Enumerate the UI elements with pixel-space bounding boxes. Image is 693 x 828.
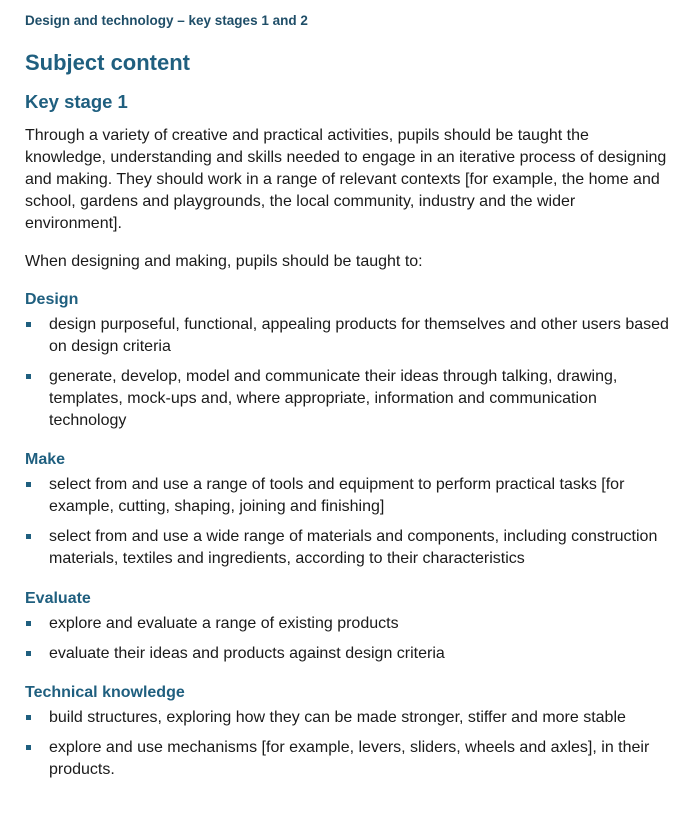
square-bullet-icon [26,482,31,487]
list-item [25,707,670,729]
list-item [25,526,670,570]
list-item-text: explore and use mechanisms [for example, levers, sliders, wheels and axles], in their products. [49,739,650,778]
square-bullet-icon [26,534,31,539]
list-item [25,643,670,665]
list-item-text: evaluate their ideas and products against design criteria [49,645,445,662]
section-design [25,290,670,440]
key-stage-heading: Key stage 1 [25,91,128,112]
list-item [25,613,670,635]
list-item-text: select from and use a range of tools and equipment to perform practical tasks [for example, cutting, shaping, joining and finishing] [49,476,625,515]
list-item-text: design purposeful, functional, appealing products for themselves and other users based on design criteria [49,316,669,355]
section-technical-knowledge [25,683,670,789]
intro-paragraph: Through a variety of creative and practical activities, pupils should be taught the knowledge, understanding and skills needed to engage in an iterative process of designing and making. They should work in a range of relevant contexts [for example, the home and school, gardens and playgrounds, the local community, industry and the wider environment]. [25,127,667,232]
section-heading-evaluate: Evaluate [25,590,91,607]
square-bullet-icon [26,374,31,379]
bullet-list-make [25,474,670,570]
bullet-list-technical-knowledge [25,707,670,781]
list-item-text: generate, develop, model and communicate their ideas through talking, drawing, templates, mock-ups and, where appropriate, information and communication technology [49,368,618,429]
square-bullet-icon [26,715,31,720]
list-item [25,314,670,358]
section-heading-technical-knowledge: Technical knowledge [25,684,185,701]
section-make [25,450,670,578]
bullet-list-design [25,314,670,432]
list-item [25,737,670,781]
section-heading-make: Make [25,451,66,468]
list-item [25,366,670,432]
section-heading-design: Design [25,291,79,308]
bullet-list-evaluate [25,613,670,665]
lead-sentence: When designing and making, pupils should be taught to: [25,253,423,270]
section-evaluate [25,589,670,673]
square-bullet-icon [26,651,31,656]
running-header: Design and technology – key stages 1 and 2 [25,13,308,28]
list-item [25,474,670,518]
page-title: Subject content [25,50,191,75]
square-bullet-icon [26,322,31,327]
list-item-text: select from and use a wide range of materials and components, including construction materials, textiles and ingredients, according to their characteristics [49,528,658,567]
square-bullet-icon [26,621,31,626]
list-item-text: explore and evaluate a range of existing products [49,615,399,632]
list-item-text: build structures, exploring how they can be made stronger, stiffer and more stable [49,709,626,726]
square-bullet-icon [26,745,31,750]
